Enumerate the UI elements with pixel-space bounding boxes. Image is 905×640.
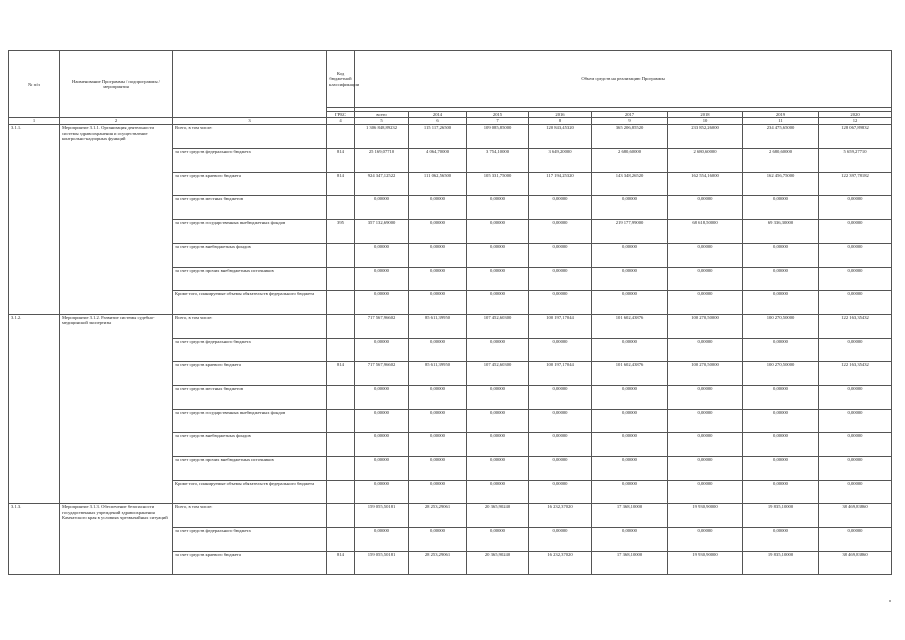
activity-number: 3.1.3. — [9, 504, 60, 575]
header-kbk: Код бюджетной классификации — [327, 51, 355, 108]
value-year: 0,00000 — [467, 433, 529, 457]
value-year: 120 843,45320 — [529, 125, 592, 149]
value-year: 0,00000 — [467, 457, 529, 481]
value-year: 19 835,10000 — [743, 504, 819, 528]
value-year: 101 602,43876 — [592, 314, 668, 338]
value-year: 0,00000 — [592, 457, 668, 481]
value-year: 162 456,75000 — [743, 172, 819, 196]
value-year: 0,00000 — [819, 433, 892, 457]
value-year: 19 835,10000 — [743, 551, 819, 575]
funding-source: за счет средств краевого бюджета — [173, 362, 327, 386]
funding-source: за счет средств внебюджетных фондов — [173, 433, 327, 457]
value-year: 0,00000 — [819, 457, 892, 481]
value-total: 0,00000 — [355, 338, 409, 362]
value-total: 25 169,07710 — [355, 149, 409, 173]
value-year: 100 197,17044 — [529, 314, 592, 338]
value-year: 0,00000 — [529, 433, 592, 457]
value-year: 5 659,27710 — [819, 149, 892, 173]
value-total: 0,00000 — [355, 480, 409, 504]
value-year: 0,00000 — [743, 243, 819, 267]
value-year: 2 680,60000 — [668, 149, 743, 173]
value-year: 0,00000 — [409, 291, 467, 315]
column-number: 11 — [743, 118, 819, 125]
value-year: 0,00000 — [409, 409, 467, 433]
column-number: 5 — [355, 118, 409, 125]
grbs-code — [327, 196, 355, 220]
value-total: 0,00000 — [355, 385, 409, 409]
value-year: 0,00000 — [409, 196, 467, 220]
value-year: 0,00000 — [409, 385, 467, 409]
value-year: 19 930,90000 — [668, 551, 743, 575]
funding-source: за счет средств федерального бюджета — [173, 338, 327, 362]
value-year: 107 452,60300 — [467, 362, 529, 386]
value-year: 0,00000 — [467, 196, 529, 220]
grbs-code — [327, 125, 355, 149]
value-year: 0,00000 — [668, 267, 743, 291]
grbs-code: 395 — [327, 220, 355, 244]
value-year: 0,00000 — [743, 385, 819, 409]
funding-source: Всего, в том числе: — [173, 504, 327, 528]
value-total: 0,00000 — [355, 528, 409, 552]
funding-source: за счет средств местных бюджетов — [173, 196, 327, 220]
value-year: 0,00000 — [668, 196, 743, 220]
grbs-code — [327, 291, 355, 315]
funding-source: за счет средств краевого бюджета — [173, 551, 327, 575]
column-number: 3 — [173, 118, 327, 125]
value-year: 100 270,50000 — [743, 314, 819, 338]
value-year: 0,00000 — [668, 243, 743, 267]
value-year: 233 852,26000 — [668, 125, 743, 149]
grbs-code — [327, 243, 355, 267]
value-year: 107 452,60300 — [467, 314, 529, 338]
activity-name: Мероприятие 3.1.2. Развитие системы судебно-медицинской экспертизы — [60, 314, 173, 504]
funding-source: за счет средств государственных внебюджетных фондов — [173, 220, 327, 244]
value-year: 100 197,17044 — [529, 362, 592, 386]
value-year: 115 117,26500 — [409, 125, 467, 149]
funding-source: за счет средств местных бюджетов — [173, 385, 327, 409]
value-year: 219 177,99000 — [592, 220, 668, 244]
value-year: 0,00000 — [743, 291, 819, 315]
value-year: 0,00000 — [592, 291, 668, 315]
value-year: 0,00000 — [467, 528, 529, 552]
column-number: 7 — [467, 118, 529, 125]
value-total: 717 567,96602 — [355, 362, 409, 386]
value-year: 0,00000 — [467, 291, 529, 315]
value-year: 122 163,35432 — [819, 362, 892, 386]
value-year: 128 067,89832 — [819, 125, 892, 149]
column-number: 6 — [409, 118, 467, 125]
value-year: 0,00000 — [592, 528, 668, 552]
value-year: 38 469,83860 — [819, 551, 892, 575]
value-total: 159 055,50181 — [355, 504, 409, 528]
header-year: 2015 — [467, 112, 529, 118]
value-year: 100 270,50000 — [668, 362, 743, 386]
funding-source: Всего, в том числе: — [173, 125, 327, 149]
value-total: 0,00000 — [355, 409, 409, 433]
value-year: 0,00000 — [409, 220, 467, 244]
value-year: 0,00000 — [592, 267, 668, 291]
value-year: 0,00000 — [409, 480, 467, 504]
value-year: 0,00000 — [529, 409, 592, 433]
value-year: 0,00000 — [592, 385, 668, 409]
value-year: 0,00000 — [743, 433, 819, 457]
funding-source: за счет средств федерального бюджета — [173, 149, 327, 173]
funding-source: Кроме того, планируемые объемы обязательств федерального бюджета — [173, 480, 327, 504]
column-number: 12 — [819, 118, 892, 125]
column-number: 9 — [592, 118, 668, 125]
value-year: 0,00000 — [743, 267, 819, 291]
table-row — [9, 125, 892, 149]
table-row — [9, 504, 892, 528]
value-year: 0,00000 — [819, 196, 892, 220]
value-year: 0,00000 — [819, 409, 892, 433]
value-total: 0,00000 — [355, 196, 409, 220]
value-year: 0,00000 — [409, 267, 467, 291]
column-number: 8 — [529, 118, 592, 125]
value-year: 143 348,26520 — [592, 172, 668, 196]
value-year: 0,00000 — [592, 338, 668, 362]
grbs-code: 814 — [327, 362, 355, 386]
value-total: 924 347,12522 — [355, 172, 409, 196]
header-name: Наименование Программы / подпрограммы / мероприятия — [60, 51, 173, 118]
grbs-code — [327, 338, 355, 362]
value-year: 2 680,60000 — [743, 149, 819, 173]
value-total: 159 055,50181 — [355, 551, 409, 575]
grbs-code: 814 — [327, 551, 355, 575]
value-year: 0,00000 — [668, 457, 743, 481]
grbs-code — [327, 528, 355, 552]
value-year: 69 336,30000 — [743, 220, 819, 244]
column-number: 1 — [9, 118, 60, 125]
value-year: 0,00000 — [743, 528, 819, 552]
grbs-code: 814 — [327, 149, 355, 173]
value-year: 0,00000 — [668, 409, 743, 433]
column-number: 2 — [60, 118, 173, 125]
value-year: 17 368,10000 — [592, 551, 668, 575]
header-year: 2017 — [592, 112, 668, 118]
activity-name: Мероприятие 3.1.3. Обеспечение безопасности государственных учреждений здравоохранения Камчатского края в условиях чрезвычайных ситуаций — [60, 504, 173, 575]
value-year: 20 365,90240 — [467, 551, 529, 575]
grbs-code — [327, 504, 355, 528]
funding-source: за счет средств федерального бюджета — [173, 528, 327, 552]
value-year: 162 554,16000 — [668, 172, 743, 196]
header-year: 2019 — [743, 112, 819, 118]
value-year: 0,00000 — [529, 220, 592, 244]
value-year: 0,00000 — [529, 267, 592, 291]
scan-speck — [889, 600, 891, 602]
header-no: № п/п — [9, 51, 60, 118]
value-year: 0,00000 — [409, 457, 467, 481]
value-year: 0,00000 — [668, 291, 743, 315]
value-year: 0,00000 — [592, 243, 668, 267]
grbs-code — [327, 385, 355, 409]
value-year: 0,00000 — [819, 267, 892, 291]
value-year: 122 397,78182 — [819, 172, 892, 196]
value-year: 0,00000 — [529, 196, 592, 220]
value-year: 0,00000 — [668, 528, 743, 552]
header-year: 2016 — [529, 112, 592, 118]
value-year: 0,00000 — [409, 433, 467, 457]
value-year: 85 611,39950 — [409, 314, 467, 338]
funding-source: за счет средств внебюджетных фондов — [173, 243, 327, 267]
value-year: 3 754,10000 — [467, 149, 529, 173]
grbs-code: 814 — [327, 172, 355, 196]
value-year: 0,00000 — [529, 243, 592, 267]
value-year: 0,00000 — [819, 338, 892, 362]
value-year: 28 253,29061 — [409, 551, 467, 575]
value-year: 100 270,50000 — [668, 314, 743, 338]
value-year: 0,00000 — [668, 338, 743, 362]
funding-source: за счет средств прочих внебюджетных источников — [173, 267, 327, 291]
header-year: 2014 — [409, 112, 467, 118]
grbs-code — [327, 314, 355, 338]
activity-number: 3.1.1. — [9, 125, 60, 315]
value-year: 0,00000 — [529, 528, 592, 552]
value-year: 0,00000 — [467, 409, 529, 433]
value-year: 16 232,37020 — [529, 551, 592, 575]
value-year: 0,00000 — [529, 291, 592, 315]
grbs-code — [327, 433, 355, 457]
value-year: 0,00000 — [592, 480, 668, 504]
header-source — [173, 51, 327, 118]
value-year: 0,00000 — [743, 480, 819, 504]
value-year: 0,00000 — [409, 338, 467, 362]
value-year: 0,00000 — [529, 457, 592, 481]
value-year: 0,00000 — [467, 480, 529, 504]
value-year: 0,00000 — [467, 385, 529, 409]
header-year: 2018 — [668, 112, 743, 118]
value-year: 0,00000 — [819, 243, 892, 267]
value-year: 105 331,75000 — [467, 172, 529, 196]
value-year: 234 475,65000 — [743, 125, 819, 149]
value-year: 0,00000 — [819, 291, 892, 315]
header-volume: Объем средств на реализацию Программы — [355, 51, 892, 108]
value-total: 0,00000 — [355, 291, 409, 315]
value-year: 85 611,39950 — [409, 362, 467, 386]
value-year: 4 064,70000 — [409, 149, 467, 173]
column-number: 10 — [668, 118, 743, 125]
value-year: 117 194,25320 — [529, 172, 592, 196]
value-year: 19 930,90000 — [668, 504, 743, 528]
value-year: 0,00000 — [743, 338, 819, 362]
value-year: 0,00000 — [467, 267, 529, 291]
value-year: 109 085,85000 — [467, 125, 529, 149]
funding-source: за счет средств краевого бюджета — [173, 172, 327, 196]
value-year: 28 253,29061 — [409, 504, 467, 528]
value-year: 101 602,43876 — [592, 362, 668, 386]
header-year: 2020 — [819, 112, 892, 118]
value-year: 68 618,50000 — [668, 220, 743, 244]
value-year: 0,00000 — [668, 433, 743, 457]
activity-number: 3.1.2. — [9, 314, 60, 504]
value-year: 0,00000 — [529, 385, 592, 409]
value-year: 111 062,56500 — [409, 172, 467, 196]
value-year: 0,00000 — [668, 480, 743, 504]
value-year: 365 206,85520 — [592, 125, 668, 149]
value-year: 38 469,83860 — [819, 504, 892, 528]
value-year: 20 365,90240 — [467, 504, 529, 528]
value-year: 0,00000 — [743, 196, 819, 220]
header-total: всего — [355, 112, 409, 118]
value-year: 100 270,50000 — [743, 362, 819, 386]
funding-source: Кроме того, планируемые объемы обязательств федерального бюджета — [173, 291, 327, 315]
grbs-code — [327, 457, 355, 481]
value-total: 717 567,96602 — [355, 314, 409, 338]
value-year: 2 680,60000 — [592, 149, 668, 173]
value-total: 0,00000 — [355, 243, 409, 267]
funding-source: за счет средств государственных внебюджетных фондов — [173, 409, 327, 433]
grbs-code — [327, 409, 355, 433]
value-year: 0,00000 — [409, 243, 467, 267]
budget-table — [8, 50, 892, 575]
value-year: 0,00000 — [467, 243, 529, 267]
value-year: 17 368,10000 — [592, 504, 668, 528]
value-year: 0,00000 — [743, 409, 819, 433]
value-year: 0,00000 — [529, 480, 592, 504]
funding-source: Всего, в том числе: — [173, 314, 327, 338]
value-year: 0,00000 — [592, 409, 668, 433]
value-year: 0,00000 — [592, 433, 668, 457]
value-total: 1 306 848,89232 — [355, 125, 409, 149]
value-year: 0,00000 — [529, 338, 592, 362]
value-year: 16 232,37020 — [529, 504, 592, 528]
value-year: 0,00000 — [668, 385, 743, 409]
value-year: 0,00000 — [743, 457, 819, 481]
value-year: 0,00000 — [819, 480, 892, 504]
value-year: 122 163,35432 — [819, 314, 892, 338]
value-total: 357 132,69000 — [355, 220, 409, 244]
value-total: 0,00000 — [355, 267, 409, 291]
grbs-code — [327, 267, 355, 291]
funding-source: за счет средств прочих внебюджетных источников — [173, 457, 327, 481]
value-year: 3 649,20000 — [529, 149, 592, 173]
value-year: 0,00000 — [467, 338, 529, 362]
header-grbs: ГРБС — [327, 112, 355, 118]
value-year: 0,00000 — [467, 220, 529, 244]
table-row — [9, 314, 892, 338]
value-year: 0,00000 — [819, 385, 892, 409]
value-year: 0,00000 — [819, 528, 892, 552]
value-total: 0,00000 — [355, 433, 409, 457]
value-year: 0,00000 — [592, 196, 668, 220]
column-number: 4 — [327, 118, 355, 125]
value-total: 0,00000 — [355, 457, 409, 481]
grbs-code — [327, 480, 355, 504]
value-year: 0,00000 — [819, 220, 892, 244]
value-year: 0,00000 — [409, 528, 467, 552]
activity-name: Мероприятие 3.1.1. Организация деятельности системы здравоохранения и осуществление контрольно-надзорных функций — [60, 125, 173, 315]
